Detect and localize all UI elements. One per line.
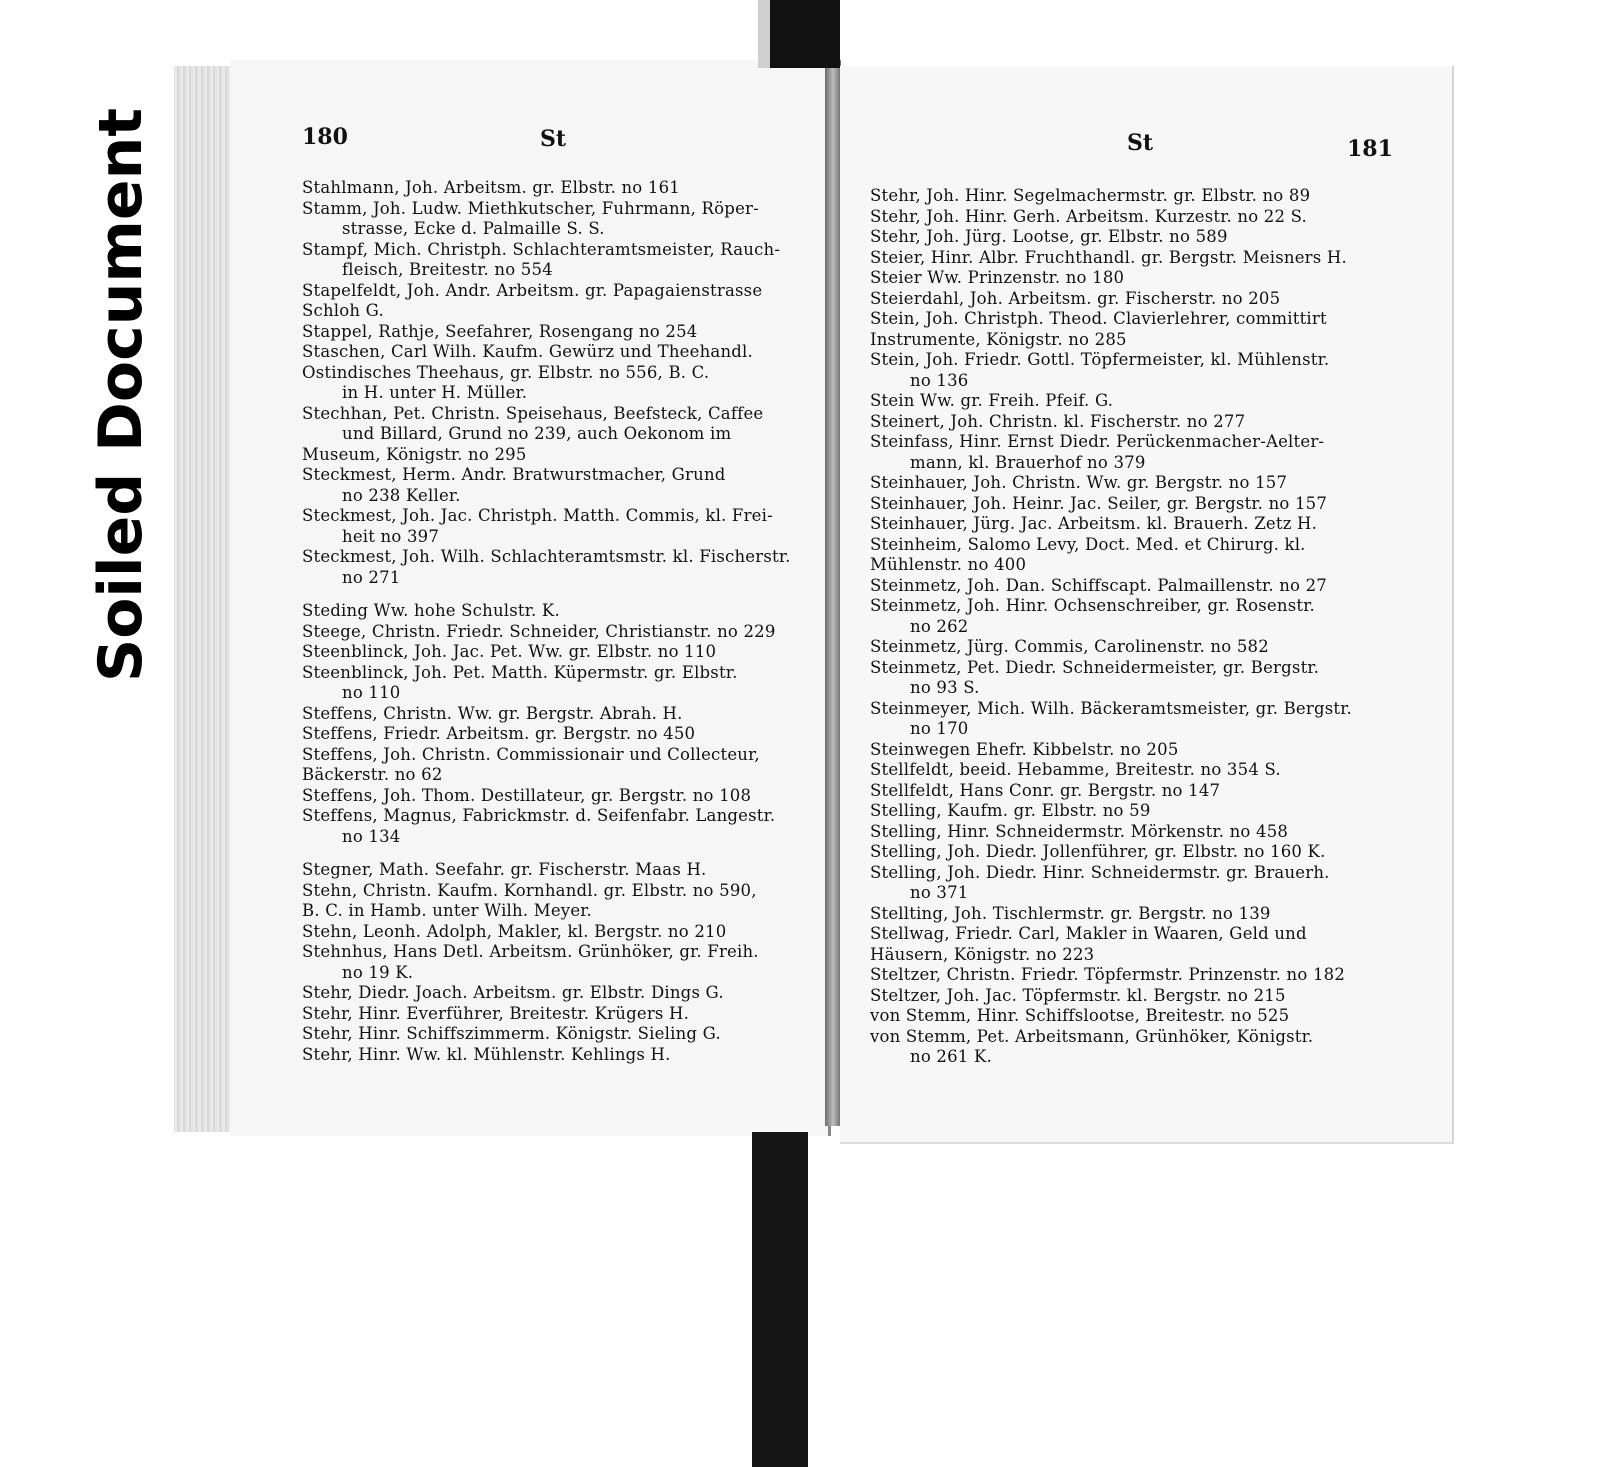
entry-continuation-line: no 134 [342,826,401,846]
directory-entry: Steier, Hinr. Albr. Fruchthandl. gr. Bergstr. Meisners H. [870,247,1347,267]
directory-entry: Stein Ww. gr. Freih. Pfeif. G. [870,391,1114,410]
entry-continuation-line: heit no 397 [342,526,440,546]
directory-entry: Schloh G. [302,301,384,320]
directory-entry: Steding Ww. hohe Schulstr. K. [302,601,560,620]
directory-entry: Mühlenstr. no 400 [870,555,1027,574]
entry-continuation-line: no 93 S. [910,678,980,697]
directory-entry: Stampf, Mich. Christph. Schlachteramtsmeister, Rauch- [302,239,781,259]
directory-entry: Stappel, Rathje, Seefahrer, Rosengang no 254 [302,321,698,341]
directory-entry: Stehn, Leonh. Adolph, Makler, kl. Bergstr. no 210 [302,921,727,941]
directory-entry: Stellwag, Friedr. Carl, Makler in Waaren, Geld und [870,924,1307,943]
directory-entry: Steffens, Joh. Christn. Commissionair und Collecteur, [302,744,760,764]
directory-entry: Stehr, Joh. Hinr. Segelmachermstr. gr. Elbstr. no 89 [870,186,1311,205]
entry-continuation-line: no 261 K. [910,1047,992,1066]
directory-entry: Steinert, Joh. Christn. kl. Fischerstr. no 277 [870,411,1246,431]
directory-entry: Museum, Königstr. no 295 [302,444,527,464]
directory-entry: Häusern, Königstr. no 223 [870,944,1095,964]
directory-entry: Stehr, Hinr. Everführer, Breitestr. Krügers H. [302,1003,690,1023]
directory-entry: Stellting, Joh. Tischlermstr. gr. Bergstr. no 139 [870,903,1271,923]
entry-continuation-line: und Billard, Grund no 239, auch Oekonom im [342,424,732,443]
directory-entry: Steege, Christn. Friedr. Schneider, Christianstr. no 229 [302,621,776,641]
directory-entry: Instrumente, Königstr. no 285 [870,329,1127,349]
directory-entry: Steinhauer, Joh. Heinr. Jac. Seiler, gr. Bergstr. no 157 [870,493,1328,513]
directory-entry: Steinmeyer, Mich. Wilh. Bäckeramtsmeister, gr. Bergstr. [870,698,1352,718]
directory-entry: von Stemm, Hinr. Schiffslootse, Breitestr. no 525 [870,1006,1290,1025]
directory-entry: Steltzer, Christn. Friedr. Töpfermstr. Prinzenstr. no 182 [870,965,1346,984]
entry-continuation-line: strasse, Ecke d. Palmaille S. S. [342,219,605,238]
right-page-entries [870,186,1390,1068]
entry-gap [302,588,810,601]
directory-entry: Steenblinck, Joh. Jac. Pet. Ww. gr. Elbstr. no 110 [302,642,717,661]
directory-entry: Steffens, Magnus, Fabrickmstr. d. Seifenfabr. Langestr. [302,806,776,825]
entry-continuation-line: no 371 [910,883,969,902]
directory-entry: Steckmest, Herm. Andr. Bratwurstmacher, Grund [302,465,726,484]
directory-entry: Staschen, Carl Wilh. Kaufm. Gewürz und Theehandl. [302,342,753,361]
book-spine [825,60,841,1126]
entry-continuation-line: mann, kl. Brauerhof no 379 [910,452,1146,472]
directory-entry: Steierdahl, Joh. Arbeitsm. gr. Fischerstr. no 205 [870,288,1281,308]
directory-entry: Steinwegen Ehefr. Kibbelstr. no 205 [870,739,1179,759]
directory-entry: Stamm, Joh. Ludw. Miethkutscher, Fuhrmann, Röper- [302,198,759,218]
directory-entry: Stehr, Joh. Hinr. Gerh. Arbeitsm. Kurzestr. no 22 S. [870,206,1308,226]
directory-entry: Steier Ww. Prinzenstr. no 180 [870,268,1125,287]
directory-entry: Steltzer, Joh. Jac. Töpfermstr. kl. Bergstr. no 215 [870,985,1286,1005]
directory-entry: Steffens, Christn. Ww. gr. Bergstr. Abrah. H. [302,703,683,723]
directory-entry: Stapelfeldt, Joh. Andr. Arbeitsm. gr. Papagaienstrasse [302,280,763,300]
directory-entry: Steffens, Friedr. Arbeitsm. gr. Bergstr. no 450 [302,724,696,743]
entry-continuation-line: no 271 [342,567,401,587]
directory-entry: Stechhan, Pet. Christn. Speisehaus, Beefsteck, Caffee [302,403,764,423]
bookmark-tab-top [770,0,840,68]
directory-entry: Stehnhus, Hans Detl. Arbeitsm. Grünhöker, gr. Freih. [302,942,759,961]
directory-entry: Stein, Joh. Friedr. Gottl. Töpfermeister, kl. Mühlenstr. [870,350,1330,369]
left-page-number: 180 [302,124,348,150]
directory-entry: Stehr, Joh. Jürg. Lootse, gr. Elbstr. no 589 [870,227,1228,246]
entry-gap [302,847,810,860]
right-running-head: St [1127,130,1154,156]
directory-entry: Stahlmann, Joh. Arbeitsm. gr. Elbstr. no 161 [302,178,680,197]
entry-continuation-line: no 19 K. [342,962,414,982]
bookmark-tab-bottom [752,1132,808,1467]
directory-entry: Stehn, Christn. Kaufm. Kornhandl. gr. Elbstr. no 590, [302,880,757,900]
directory-entry: Steinfass, Hinr. Ernst Diedr. Perückenmacher-Aelter- [870,432,1325,451]
directory-entry: Steinmetz, Jürg. Commis, Carolinenstr. no 582 [870,637,1269,656]
directory-entry: Steffens, Joh. Thom. Destillateur, gr. Bergstr. no 108 [302,785,752,805]
directory-entry: Bäckerstr. no 62 [302,765,443,784]
entry-continuation-line: in H. unter H. Müller. [342,383,528,402]
directory-entry: Stegner, Math. Seefahr. gr. Fischerstr. Maas H. [302,860,707,879]
directory-entry: Stelling, Kaufm. gr. Elbstr. no 59 [870,801,1151,820]
directory-entry: Steckmest, Joh. Wilh. Schlachteramtsmstr. kl. Fischerstr. [302,547,791,566]
directory-entry: Steenblinck, Joh. Pet. Matth. Küpermstr. gr. Elbstr. [302,662,738,682]
entry-continuation-line: no 170 [910,719,969,738]
directory-entry: Stelling, Joh. Diedr. Jollenführer, gr. Elbstr. no 160 K. [870,842,1326,861]
right-page-number: 181 [1347,136,1393,162]
directory-entry: Steinhauer, Joh. Christn. Ww. gr. Bergstr. no 157 [870,473,1288,492]
entry-continuation-line: no 262 [910,616,969,636]
directory-entry: Stein, Joh. Christph. Theod. Clavierlehrer, committirt [870,309,1327,328]
directory-entry: von Stemm, Pet. Arbeitsmann, Grünhöker, Königstr. [870,1026,1314,1046]
directory-entry: Stehr, Hinr. Ww. kl. Mühlenstr. Kehlings H. [302,1044,671,1064]
directory-entry: Stelling, Hinr. Schneidermstr. Mörkenstr. no 458 [870,821,1289,841]
directory-entry: Stellfeldt, beeid. Hebamme, Breitestr. no 354 S. [870,760,1281,779]
directory-entry: Steinmetz, Joh. Dan. Schiffscapt. Palmaillenstr. no 27 [870,575,1328,595]
directory-entry: Stellfeldt, Hans Conr. gr. Bergstr. no 147 [870,780,1221,800]
directory-entry: Steinheim, Salomo Levy, Doct. Med. et Chirurg. kl. [870,534,1306,554]
left-running-head: St [540,126,567,152]
book-page-edges [174,66,236,1132]
entry-continuation-line: no 238 Keller. [342,485,461,505]
directory-entry: Steinmetz, Joh. Hinr. Ochsenschreiber, gr. Rosenstr. [870,596,1315,615]
entry-continuation-line: no 110 [342,683,401,702]
directory-entry: Steinmetz, Pet. Diedr. Schneidermeister, gr. Bergstr. [870,657,1320,677]
directory-entry: Ostindisches Theehaus, gr. Elbstr. no 556, B. C. [302,362,710,382]
directory-entry: Steckmest, Joh. Jac. Christph. Matth. Commis, kl. Frei- [302,506,773,525]
soiled-document-label: Soiled Document [86,107,156,682]
directory-entry: Stehr, Diedr. Joach. Arbeitsm. gr. Elbstr. Dings G. [302,983,724,1002]
entry-continuation-line: fleisch, Breitestr. no 554 [342,260,553,279]
directory-entry: B. C. in Hamb. unter Wilh. Meyer. [302,901,593,920]
entry-continuation-line: no 136 [910,370,969,390]
directory-entry: Stehr, Hinr. Schiffszimmerm. Königstr. Sieling G. [302,1024,721,1043]
left-page-entries [302,178,810,1065]
directory-entry: Steinhauer, Jürg. Jac. Arbeitsm. kl. Brauerh. Zetz H. [870,514,1318,533]
directory-entry: Stelling, Joh. Diedr. Hinr. Schneidermstr. gr. Brauerh. [870,862,1330,882]
